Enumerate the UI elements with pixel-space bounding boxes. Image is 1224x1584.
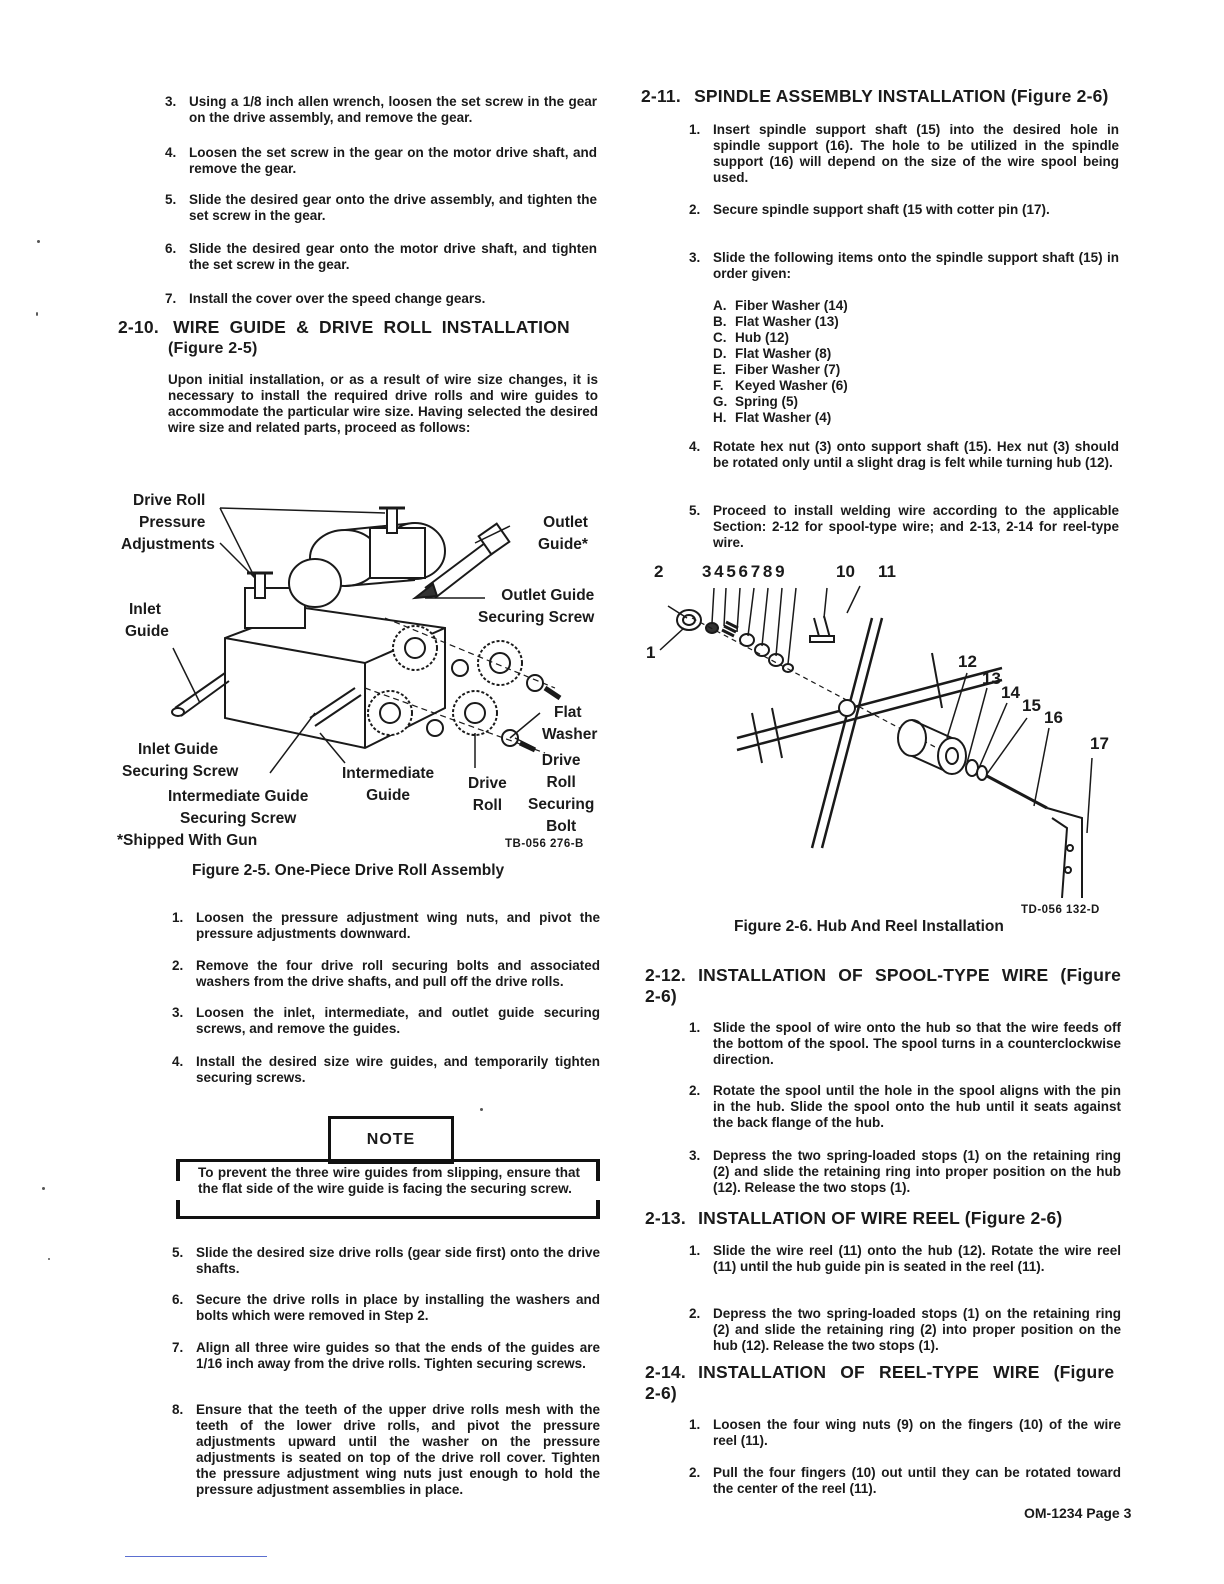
step-text: Loosen the four wing nuts (9) on the fingers (10) of the wire reel (11). [713, 1417, 1121, 1448]
section-title: WIRE GUIDE & DRIVE ROLL INSTALLATION [173, 317, 570, 337]
figure-caption: Figure 2-6. Hub And Reel Installation [734, 918, 1004, 935]
step-item [689, 439, 1119, 471]
step-text: Slide the desired size drive rolls (gear side first) onto the drive shafts. [196, 1245, 600, 1276]
section-number: 2-14. [645, 1362, 686, 1382]
section-heading-2-14 [645, 1362, 1125, 1404]
section-heading-2-13 [645, 1208, 1125, 1229]
step-number: 3. [689, 1148, 701, 1163]
step-number: 2. [689, 1465, 701, 1480]
step-number: 2. [689, 1083, 701, 1098]
list-item: A. Fiber Washer (14) [713, 298, 848, 313]
section-title: SPINDLE ASSEMBLY INSTALLATION (Figure 2-6) [694, 86, 1109, 106]
note-right-bar-top [596, 1159, 600, 1181]
note-left-bar-bottom [176, 1200, 180, 1219]
step-text: Pull the four fingers (10) out until they can be rotated toward the center of the reel (11). [713, 1465, 1121, 1496]
step-item [689, 250, 1119, 282]
step-item [689, 1465, 1121, 1497]
parts-order-list [713, 298, 848, 426]
list-item: G. Spring (5) [713, 394, 798, 409]
step-number: 3. [165, 94, 177, 109]
step-item [172, 1340, 600, 1372]
figure-caption: Figure 2-5. One-Piece Drive Roll Assembly [192, 862, 505, 879]
step-text: Rotate the spool until the hole in the spool aligns with the pin in the hub. Slide the spool onto the hub until it seats against the back flange of the hub. [713, 1083, 1121, 1130]
list-item: E. Fiber Washer (7) [713, 362, 841, 377]
step-number: 5. [165, 192, 177, 207]
step-number: 5. [172, 1245, 184, 1260]
step-text: Slide the wire reel (11) onto the hub (12). Rotate the wire reel (11) until the hub guide pin is seated in the reel (11). [713, 1243, 1121, 1274]
section-number: 2-12. [645, 965, 686, 985]
step-item [172, 1402, 600, 1498]
step-text: Slide the following items onto the spindle support shaft (15) in order given: [713, 250, 1119, 281]
step-text: Insert spindle support shaft (15) into the desired hole in spindle support (16). The hole to be utilized in the spindle support (16) will depend on the size of the wire spool being used. [713, 122, 1119, 185]
shipped-with-gun-note: *Shipped With Gun [117, 832, 258, 849]
step-number: 7. [165, 291, 177, 306]
note-top-rule [176, 1159, 600, 1162]
note-text: To prevent the three wire guides from slipping, ensure that the flat side of the wire guide is facing the securing screw. [198, 1165, 580, 1196]
step-item [689, 1243, 1121, 1275]
step-number: 1. [689, 1417, 701, 1432]
step-text: Slide the spool of wire onto the hub so that the wire feeds off the bottom of the spool. The spool turns in a counterclockwise direction. [713, 1020, 1121, 1067]
scan-speck [48, 1258, 50, 1260]
fig-label-1: 1 [646, 643, 656, 662]
fig-label-12: 12 [958, 652, 977, 671]
step-number: 7. [172, 1340, 184, 1355]
step-number: 4. [172, 1054, 184, 1069]
callout-intermediate-guide-screw: Intermediate Guide Securing Screw [168, 788, 309, 827]
step-text: Loosen the inlet, intermediate, and outlet guide securing screws, and remove the guides. [196, 1005, 600, 1036]
section-title: INSTALLATION OF WIRE REEL (Figure 2-6) [698, 1208, 1063, 1228]
note-bottom-rule [176, 1216, 600, 1219]
step-item [689, 202, 1119, 218]
callout-drive-roll: Drive Roll [468, 775, 507, 814]
fig-label-10: 10 [836, 562, 855, 581]
step-item [172, 958, 600, 990]
note-label: NOTE [328, 1116, 454, 1164]
list-item: D. Flat Washer (8) [713, 346, 832, 361]
step-item [172, 1245, 600, 1277]
section-number: 2-13. [645, 1208, 686, 1228]
step-text: Align all three wire guides so that the ends of the guides are 1/16 inch away from the drive rolls. Tighten securing screws. [196, 1340, 600, 1371]
step-number: 6. [165, 241, 177, 256]
callout-inlet-guide: Inlet Guide [125, 601, 169, 640]
step-number: 1. [172, 910, 184, 925]
page-number: OM-1234 Page 3 [1024, 1505, 1132, 1521]
step-item [689, 1083, 1121, 1131]
section-subtitle: (Figure 2-5) [168, 340, 258, 357]
bottom-link-rule [125, 1556, 267, 1557]
section-number: 2-11. [641, 86, 681, 106]
step-number: 3. [172, 1005, 184, 1020]
step-item [165, 241, 597, 273]
step-number: 2. [689, 202, 701, 217]
step-item [165, 94, 597, 126]
section-number: 2-10. [118, 317, 159, 337]
step-text: Slide the desired gear onto the drive assembly, and tighten the set screw in the gear. [189, 192, 597, 223]
section-heading-2-11 [641, 86, 1141, 107]
step-text: Remove the four drive roll securing bolts and associated washers from the drive shafts, and pull off the drive rolls. [196, 958, 600, 989]
step-text: Install the desired size wire guides, and temporarily tighten securing screws. [196, 1054, 600, 1085]
step-text: Depress the two spring-loaded stops (1) on the retaining ring (2) and slide the retaining ring (2) into proper position on the hub (12). Release the two stops (1). [713, 1306, 1121, 1353]
callout-flat-washer: Flat Washer [542, 704, 598, 743]
section-heading-2-10 [118, 317, 600, 338]
fig-label-16: 16 [1044, 708, 1063, 727]
section-title: INSTALLATION OF REEL-TYPE WIRE (Figure 2-6) [645, 1362, 1115, 1403]
step-number: 4. [689, 439, 701, 454]
step-text: Install the cover over the speed change gears. [189, 291, 486, 306]
list-item: B. Flat Washer (13) [713, 314, 839, 329]
step-number: 3. [689, 250, 701, 265]
figure-code: TD-056 132-D [1021, 904, 1100, 916]
step-number: 6. [172, 1292, 184, 1307]
section-intro: Upon initial installation, or as a result of wire size changes, it is necessary to install the required drive rolls and wire guides to accommodate the particular wire size. Having selected the desired wire size and related parts, proceed as follows: [168, 372, 598, 435]
scan-speck [36, 312, 38, 316]
step-number: 8. [172, 1402, 184, 1417]
step-item [165, 145, 597, 177]
step-item [689, 503, 1119, 551]
step-text: Using a 1/8 inch allen wrench, loosen the set screw in the gear on the drive assembly, and remove the gear. [189, 94, 597, 125]
fig-label-3-9: 3 4 5 6 7 8 9 [702, 562, 784, 581]
fig-label-17: 17 [1090, 734, 1109, 753]
callout-outlet-guide: Outlet Guide* [538, 514, 588, 553]
note-left-bar-top [176, 1159, 180, 1181]
fig-label-14: 14 [1001, 683, 1020, 702]
list-item: F. Keyed Washer (6) [713, 378, 848, 393]
section-title: INSTALLATION OF SPOOL-TYPE WIRE (Figure 2-6) [645, 965, 1122, 1006]
scan-speck [480, 1108, 483, 1111]
step-number: 5. [689, 503, 701, 518]
step-text: Depress the two spring-loaded stops (1) on the retaining ring (2) and slide the retaining ring into proper position on the hub (12). Release the two stops (1). [713, 1148, 1121, 1195]
step-item [172, 1005, 600, 1037]
list-item: C. Hub (12) [713, 330, 789, 345]
step-number: 1. [689, 122, 701, 137]
step-item [165, 291, 597, 307]
fig-label-2: 2 [654, 562, 664, 581]
figure-code: TB-056 276-B [505, 838, 584, 850]
step-number: 4. [165, 145, 177, 160]
step-number: 2. [689, 1306, 701, 1321]
fig-label-15: 15 [1022, 696, 1041, 715]
hub-reel-figure [642, 578, 1132, 898]
step-item [689, 1148, 1121, 1196]
callout-inlet-guide-screw: Inlet Guide Securing Screw [122, 741, 239, 780]
step-item [165, 192, 597, 224]
fig-label-11: 11 [878, 562, 896, 581]
step-item [689, 122, 1119, 186]
step-text: Secure the drive rolls in place by installing the washers and bolts which were removed in Step 2. [196, 1292, 600, 1323]
step-text: Loosen the pressure adjustment wing nuts, and pivot the pressure adjustments downward. [196, 910, 600, 941]
callout-outlet-guide-screw: Outlet Guide Securing Screw [478, 587, 595, 626]
step-item [172, 910, 600, 942]
section-heading-2-12 [645, 965, 1125, 1007]
list-item: H. Flat Washer (4) [713, 410, 832, 425]
step-text: Slide the desired gear onto the motor drive shaft, and tighten the set screw in the gear. [189, 241, 597, 272]
step-number: 2. [172, 958, 184, 973]
step-item [689, 1020, 1121, 1068]
step-text: Ensure that the teeth of the upper drive rolls mesh with the teeth of the lower drive rolls, and pivot the pressure adjustments upward until the washer on the pressure adjustments is seated on top of the drive roll cover. Tighten the pressure adjustment wing nuts just enough to hold the pressure adjustment assemblies in place. [196, 1402, 600, 1497]
step-item [689, 1417, 1121, 1449]
step-text: Rotate hex nut (3) onto support shaft (15). Hex nut (3) should be rotated only until a slight drag is felt while turning hub (12). [713, 439, 1119, 470]
step-item [172, 1054, 600, 1086]
step-text: Loosen the set screw in the gear on the motor drive shaft, and remove the gear. [189, 145, 597, 176]
callout-intermediate-guide: Intermediate Guide [342, 765, 435, 804]
scan-speck [37, 240, 40, 243]
callout-drive-roll-bolt: Drive Roll Securing Bolt [528, 752, 595, 835]
step-text: Proceed to install welding wire according to the applicable Section: 2-12 for spool-type wire; and 2-13, 2-14 for reel-type wire. [713, 503, 1119, 550]
step-item [689, 1306, 1121, 1354]
step-number: 1. [689, 1243, 701, 1258]
note-right-bar-bottom [596, 1200, 600, 1219]
step-number: 1. [689, 1020, 701, 1035]
step-item [172, 1292, 600, 1324]
scan-speck [42, 1187, 45, 1190]
step-text: Secure spindle support shaft (15 with cotter pin (17). [713, 202, 1050, 217]
fig-label-13: 13 [982, 669, 1001, 688]
callout-drive-roll-pressure: Drive Roll Pressure Adjustments [121, 492, 215, 553]
